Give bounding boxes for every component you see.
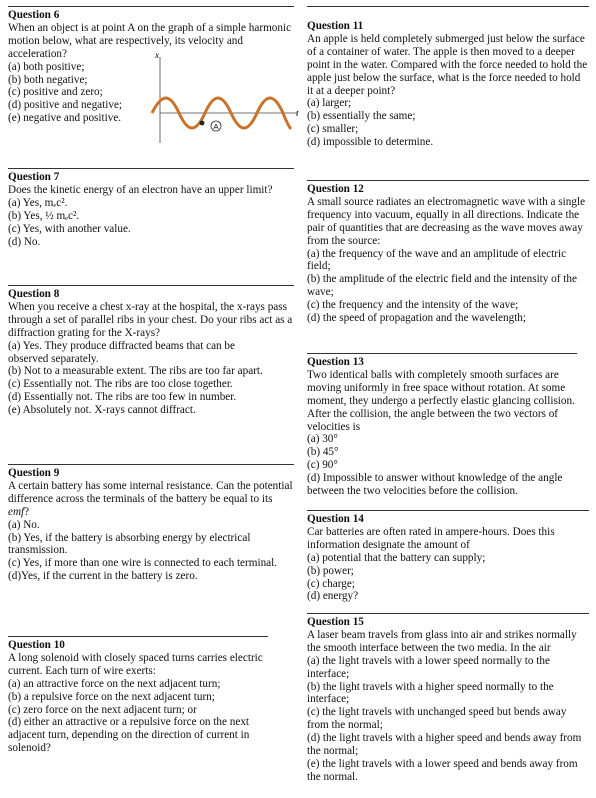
option-b: (b) the light travels with a higher speed normally to the interface; bbox=[307, 680, 554, 706]
option-d: (d) either an attractive or a repulsive force on the next adjacent turn, depending on the direction of current in solenoid? bbox=[8, 716, 250, 755]
option-d: (d) energy? bbox=[307, 590, 359, 603]
option-c: (c) smaller; bbox=[307, 123, 359, 136]
option-b: (b) both negative; bbox=[8, 73, 88, 86]
question-10 bbox=[8, 636, 294, 755]
question-text: Does the kinetic energy of an electron have an upper limit? bbox=[8, 183, 273, 196]
question-title: Question 11 bbox=[307, 20, 364, 32]
option-d: (d) Impossible to answer without knowledge of the angle between the two velocities before the collision. bbox=[307, 472, 563, 498]
option-c: (c) Essentially not. The ribs are too close together. bbox=[8, 378, 233, 391]
divider bbox=[307, 510, 589, 511]
option-d: (d) Essentially not. The ribs are too few in number. bbox=[8, 391, 237, 404]
divider bbox=[8, 285, 294, 286]
question-text: Two identical balls with completely smooth surfaces are moving uniformly in free space without rotation. At some moment, they undergo a perfectly elastic glancing collision. After the collision, the angle between the two vectors of velocities is bbox=[307, 368, 575, 433]
option-d: (d) the speed of propagation and the wavelength; bbox=[307, 312, 527, 325]
question-6 bbox=[8, 6, 299, 131]
option-a: (a) potential that the battery can supply; bbox=[307, 551, 486, 564]
option-b: (b) 45° bbox=[307, 446, 339, 459]
option-b: (b) Yes, ½ mₑc². bbox=[8, 209, 80, 222]
option-b: (b) power; bbox=[307, 564, 354, 577]
question-text: When an object is at point A on the graph of a simple harmonic motion below, what are respectively, its velocity and acceleration? bbox=[8, 21, 292, 60]
question-text: Car batteries are often rated in ampere-hours. Does this information designate the amount of bbox=[307, 525, 555, 551]
option-b: (b) Not to a measurable extent. The ribs are too far apart. bbox=[8, 365, 263, 378]
option-d: (d) the light travels with a higher speed and bends away from the normal; bbox=[307, 732, 582, 758]
divider bbox=[8, 464, 294, 465]
point-a-label: A bbox=[213, 122, 219, 131]
option-d: (d) No. bbox=[8, 235, 41, 248]
option-b: (b) the amplitude of the electric field and the intensity of the wave; bbox=[307, 273, 577, 299]
option-a: (a) 30° bbox=[307, 433, 338, 446]
option-c: (c) zero force on the next adjacent turn; or bbox=[8, 703, 197, 716]
option-a: (a) Yes, mₑc². bbox=[8, 196, 68, 209]
option-e: (e) Absolutely not. X-rays cannot diffract. bbox=[8, 404, 196, 417]
question-text bbox=[8, 480, 294, 519]
question-14 bbox=[307, 510, 589, 603]
question-title: Question 7 bbox=[8, 171, 60, 183]
option-b: (b) essentially the same; bbox=[307, 110, 416, 123]
divider bbox=[307, 6, 589, 7]
question-title: Question 14 bbox=[307, 513, 364, 525]
option-e: (e) the light travels with a lower speed and bends away from the normal. bbox=[307, 757, 578, 783]
option-b: (b) a repulsive force on the next adjacent turn; bbox=[8, 690, 215, 703]
option-e: (e) negative and positive. bbox=[8, 112, 122, 125]
x-axis-label: x bbox=[155, 53, 159, 60]
option-d: (d)Yes, if the current in the battery is zero. bbox=[8, 570, 198, 583]
option-a: (a) the frequency of the wave and an amplitude of electric field; bbox=[307, 247, 567, 273]
divider bbox=[307, 353, 577, 354]
option-c: (c) Yes, with another value. bbox=[8, 222, 131, 235]
question-title: Question 13 bbox=[307, 356, 364, 368]
option-c: (c) charge; bbox=[307, 577, 355, 590]
option-d: (d) impossible to determine. bbox=[307, 136, 434, 149]
option-a: (a) an attractive force on the next adjacent turn; bbox=[8, 677, 221, 690]
question-title: Question 12 bbox=[307, 183, 364, 195]
option-a: (a) Yes. They produce diffracted beams that can be observed separately. bbox=[8, 339, 235, 365]
question-13 bbox=[307, 353, 589, 498]
question-12 bbox=[307, 180, 589, 325]
emf-term: emf bbox=[8, 505, 25, 518]
question-text: When you receive a chest x-ray at the hospital, the x-rays pass through a set of parallel ribs in your chest. Do your ribs act as a diffraction grating for the X-rays? bbox=[8, 300, 293, 339]
shm-graph bbox=[148, 53, 308, 148]
option-c: (c) Yes, if more than one wire is connected to each terminal. bbox=[8, 557, 278, 570]
option-a: (a) larger; bbox=[307, 97, 352, 110]
question-9 bbox=[8, 464, 294, 583]
option-d: (d) positive and negative; bbox=[8, 99, 123, 112]
question-15 bbox=[307, 613, 589, 784]
divider bbox=[8, 168, 294, 169]
question-title: Question 6 bbox=[8, 9, 60, 21]
t-axis-label: t bbox=[296, 108, 299, 118]
question-text: An apple is held completely submerged just below the surface of a container of water. The apple is then moved to a deeper point in the water. Compared with the force needed to hold the apple just below the surface, what is the force needed to hold it at a deeper point? bbox=[307, 32, 588, 97]
option-a: (a) the light travels with a lower speed normally to the interface; bbox=[307, 654, 550, 680]
question-text-part: A certain battery has some internal resistance. Can the potential difference across the terminals of the battery be equal to its bbox=[8, 479, 293, 505]
question-text: A laser beam travels from glass into air and strikes normally the smooth interface between the two media. In the air bbox=[307, 628, 577, 654]
divider bbox=[307, 180, 589, 181]
question-text-part: ? bbox=[24, 505, 30, 518]
question-title: Question 9 bbox=[8, 467, 60, 479]
option-c: (c) the light travels with unchanged speed but bends away from the normal; bbox=[307, 706, 567, 732]
option-a: (a) both positive; bbox=[8, 60, 85, 73]
point-a-marker bbox=[200, 121, 205, 126]
question-title: Question 15 bbox=[307, 616, 364, 628]
question-text: A long solenoid with closely spaced turns carries electric current. Each turn of wire exerts: bbox=[8, 651, 263, 677]
divider bbox=[8, 636, 268, 637]
question-title: Question 10 bbox=[8, 639, 65, 651]
question-8 bbox=[8, 285, 294, 417]
option-c: (c) 90° bbox=[307, 459, 338, 472]
sine-wave bbox=[152, 98, 291, 129]
question-11 bbox=[307, 6, 589, 149]
option-c: (c) the frequency and the intensity of the wave; bbox=[307, 299, 519, 312]
option-b: (b) Yes, if the battery is absorbing energy by electrical transmission. bbox=[8, 531, 251, 557]
divider bbox=[8, 6, 294, 7]
option-c: (c) positive and zero; bbox=[8, 86, 103, 99]
option-a: (a) No. bbox=[8, 518, 40, 531]
question-7 bbox=[8, 168, 294, 248]
question-text: A small source radiates an electromagnetic wave with a single frequency into vacuum, equally in all directions. Indicate the pair of quantities that are decreasing as the wave moves away from the source: bbox=[307, 195, 586, 247]
divider bbox=[307, 613, 589, 614]
question-title: Question 8 bbox=[8, 288, 60, 300]
